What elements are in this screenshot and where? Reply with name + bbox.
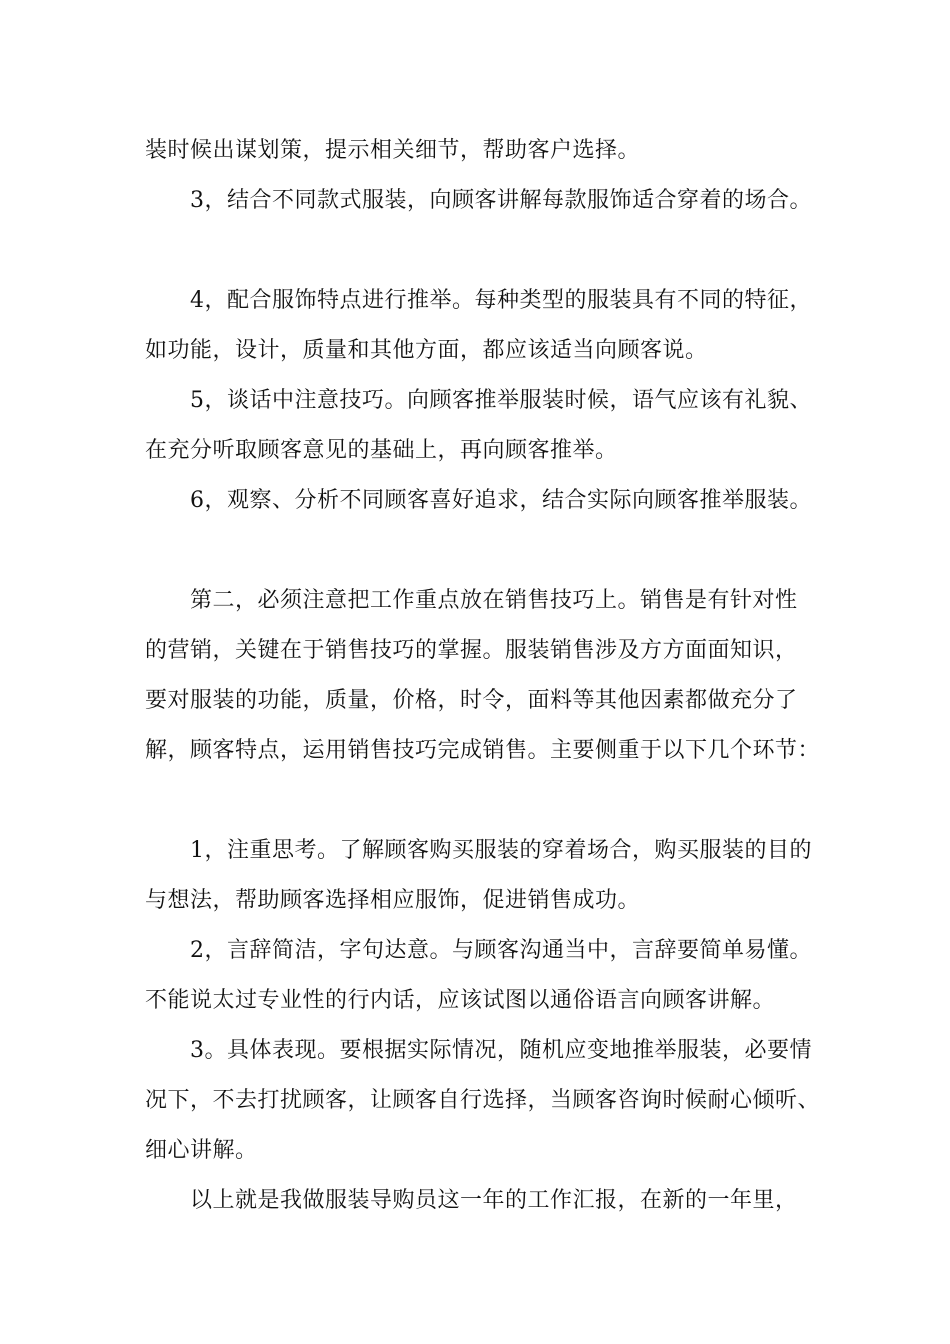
text-line: 的营销，关键在于销售技巧的掌握。服装销售涉及方方面面知识， [145, 638, 798, 663]
text-line: 3。具体表现。要根据实际情况，随机应变地推举服装，必要情 [190, 1038, 812, 1063]
text-line: 如功能，设计，质量和其他方面，都应该适当向顾客说。 [145, 338, 708, 363]
text-line: 要对服装的功能，质量，价格，时令，面料等其他因素都做充分了 [145, 688, 798, 713]
text-line: 解，顾客特点，运用销售技巧完成销售。主要侧重于以下几个环节： [145, 738, 821, 763]
text-line: 1，注重思考。了解顾客购买服装的穿着场合，购买服装的目的 [190, 838, 812, 863]
text-line: 3，结合不同款式服装，向顾客讲解每款服饰适合穿着的场合。 [190, 188, 812, 213]
text-line: 2，言辞简洁，字句达意。与顾客沟通当中，言辞要简单易懂。 [190, 938, 812, 963]
text-line: 5，谈话中注意技巧。向顾客推举服装时候，语气应该有礼貌、 [190, 388, 812, 413]
text-line: 4，配合服饰特点进行推举。每种类型的服装具有不同的特征， [190, 288, 812, 313]
text-line: 况下，不去打扰顾客，让顾客自行选择，当顾客咨询时候耐心倾听、 [145, 1088, 821, 1113]
text-line: 在充分听取顾客意见的基础上，再向顾客推举。 [145, 438, 618, 463]
text-line: 细心讲解。 [145, 1138, 258, 1163]
text-line: 第二，必须注意把工作重点放在销售技巧上。销售是有针对性 [190, 588, 798, 613]
text-line: 以上就是我做服装导购员这一年的工作汇报，在新的一年里， [190, 1188, 798, 1213]
text-line: 6，观察、分析不同顾客喜好追求，结合实际向顾客推举服装。 [190, 488, 812, 513]
text-line: 不能说太过专业性的行内话，应该试图以通俗语言向顾客讲解。 [145, 988, 776, 1013]
text-line: 与想法，帮助顾客选择相应服饰，促进销售成功。 [145, 888, 641, 913]
text-line: 装时候出谋划策，提示相关细节，帮助客户选择。 [145, 138, 641, 163]
